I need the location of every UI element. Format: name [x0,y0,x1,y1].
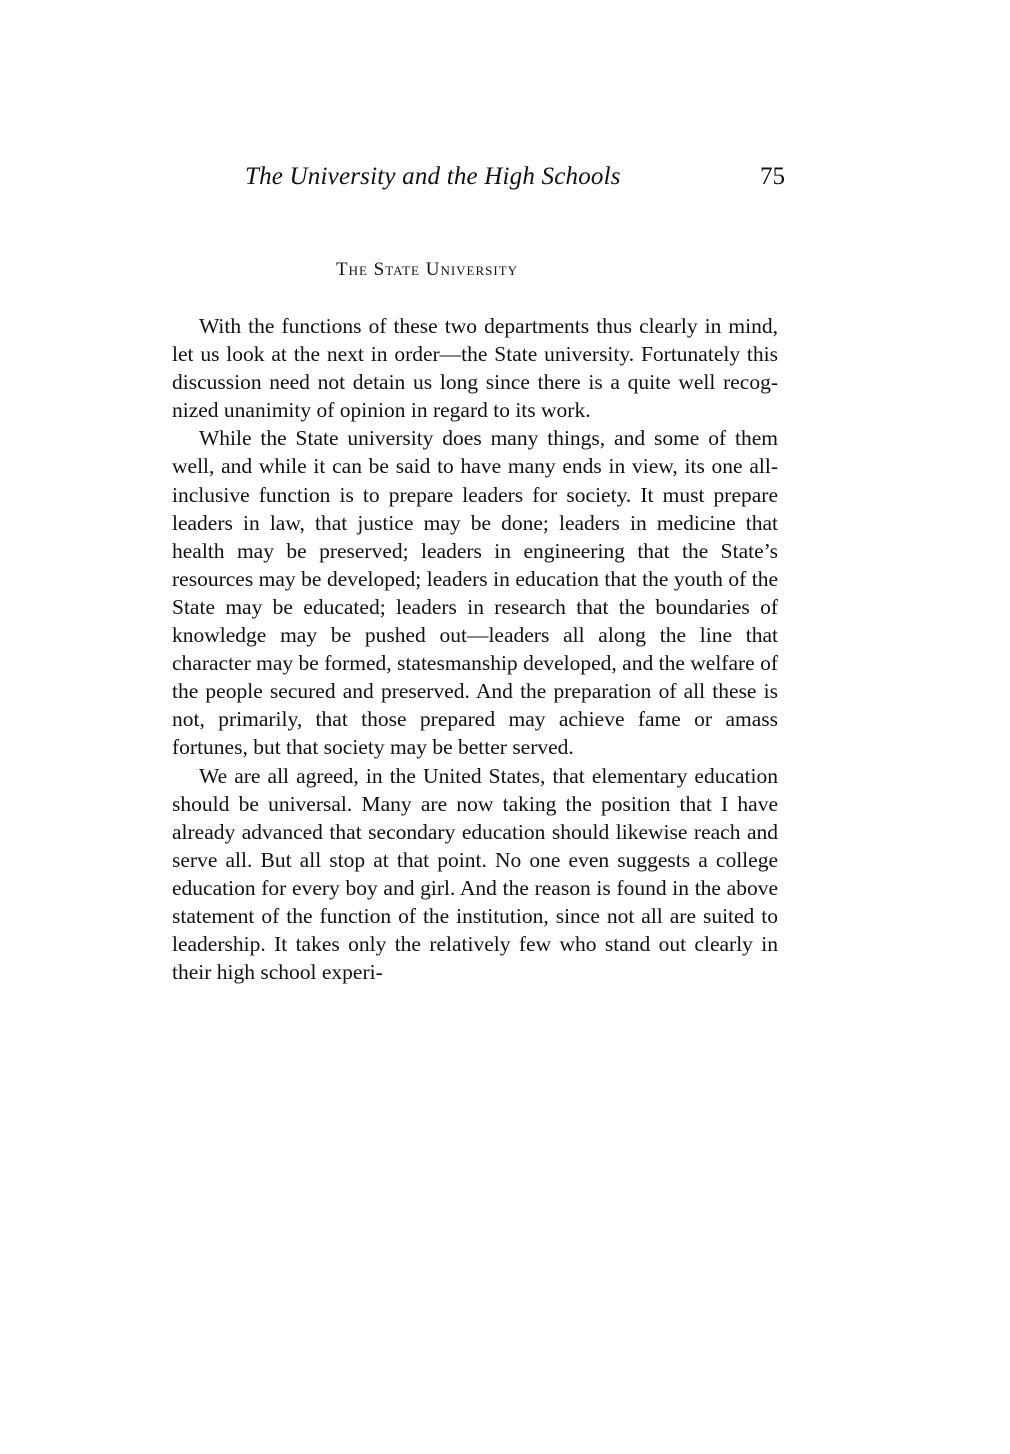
body-text [172,312,778,986]
paragraph-education: We are all agreed, in the United States, that elementary education should be universal. Many are now taking the position that I have already advanced that secondary education should likewise reach and serve all. But all stop at that point. No one even suggests a college education for every boy and girl. And the reason is found in the above statement of the function of the institution, since not all are suited to leadership. It takes only the relatively few who stand out clearly in their high school experi- [172,763,778,985]
paragraph-functions: With the functions of these two departments thus clearly in mind, let us look at the next in order—the State university. Fortunately this discussion need not detain us long since there is a quite well recognized unanimity of opinion in regard to its work. [172,314,778,423]
running-title: The University and the High Schools [245,163,621,190]
running-head [245,160,785,194]
section-heading: The State University [336,259,519,280]
page-number: 75 [760,163,785,190]
paragraph-leaders: While the State university does many things, and some of them well, and while it can be said to have many ends in view, its one all-inclusive function is to prepare leaders for society. It must prepare leaders in law, that justice may be done; leaders in medicine that health may be preserved; leaders in engineering that the State’s resources may be developed; leaders in education that the youth of the State may be educated; leaders in research that the boundaries of knowledge may be pushed out—leaders all along the line that character may be formed, statesmanship developed, and the welfare of the people secured and preserved. And the preparation of all these is not, primarily, that those prepared may achieve fame or amass fortunes, but that society may be better served. [172,426,778,760]
